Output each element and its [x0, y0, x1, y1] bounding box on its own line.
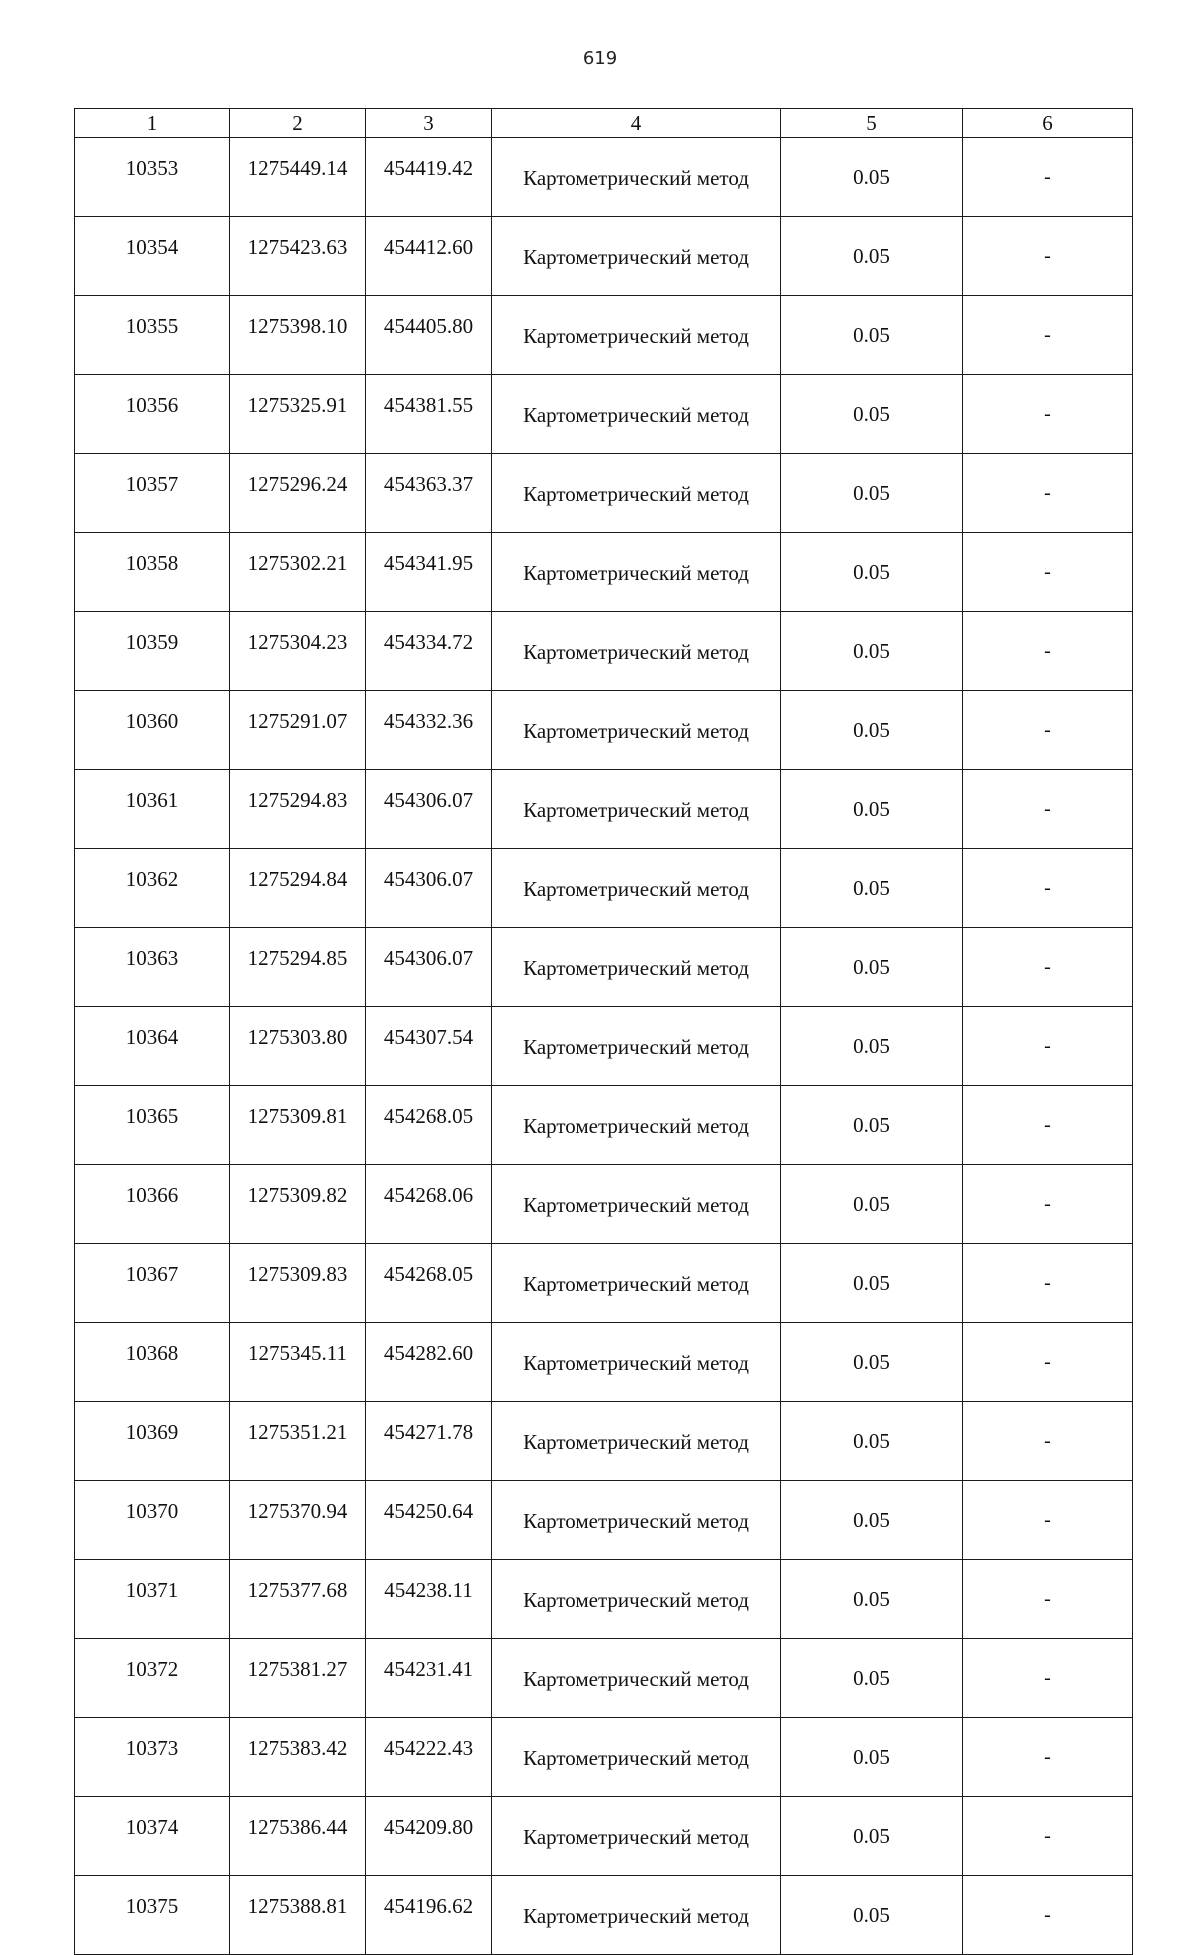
x-coordinate-cell: 1275291.07: [230, 691, 366, 770]
note-cell: -: [963, 691, 1133, 770]
table-row: [75, 1402, 1133, 1481]
x-coordinate-cell: 1275325.91: [230, 375, 366, 454]
precision-cell: 0.05: [781, 533, 963, 612]
table-row: [75, 296, 1133, 375]
table-body: [75, 138, 1133, 1955]
point-number-cell: 10370: [75, 1481, 230, 1560]
table-row: [75, 1323, 1133, 1402]
column-header: 4: [492, 109, 781, 138]
precision-cell: 0.05: [781, 1007, 963, 1086]
table-row: [75, 1165, 1133, 1244]
precision-cell: 0.05: [781, 691, 963, 770]
x-coordinate-cell: 1275370.94: [230, 1481, 366, 1560]
point-number-cell: 10373: [75, 1718, 230, 1797]
precision-cell: 0.05: [781, 1718, 963, 1797]
x-coordinate-cell: 1275294.84: [230, 849, 366, 928]
y-coordinate-cell: 454238.11: [366, 1560, 492, 1639]
point-number-cell: 10357: [75, 454, 230, 533]
y-coordinate-cell: 454231.41: [366, 1639, 492, 1718]
x-coordinate-cell: 1275381.27: [230, 1639, 366, 1718]
note-cell: -: [963, 1165, 1133, 1244]
x-coordinate-cell: 1275303.80: [230, 1007, 366, 1086]
precision-cell: 0.05: [781, 296, 963, 375]
note-cell: -: [963, 296, 1133, 375]
point-number-cell: 10363: [75, 928, 230, 1007]
y-coordinate-cell: 454412.60: [366, 217, 492, 296]
precision-cell: 0.05: [781, 1639, 963, 1718]
note-cell: -: [963, 1086, 1133, 1165]
note-cell: -: [963, 770, 1133, 849]
point-number-cell: 10365: [75, 1086, 230, 1165]
header-row: [75, 109, 1133, 138]
x-coordinate-cell: 1275309.83: [230, 1244, 366, 1323]
precision-cell: 0.05: [781, 1876, 963, 1955]
point-number-cell: 10356: [75, 375, 230, 454]
y-coordinate-cell: 454306.07: [366, 770, 492, 849]
table-row: [75, 1639, 1133, 1718]
x-coordinate-cell: 1275377.68: [230, 1560, 366, 1639]
column-header: 5: [781, 109, 963, 138]
x-coordinate-cell: 1275296.24: [230, 454, 366, 533]
note-cell: -: [963, 1481, 1133, 1560]
method-cell: Картометрический метод: [492, 1402, 781, 1481]
table-row: [75, 770, 1133, 849]
y-coordinate-cell: 454268.05: [366, 1086, 492, 1165]
precision-cell: 0.05: [781, 849, 963, 928]
note-cell: -: [963, 217, 1133, 296]
y-coordinate-cell: 454222.43: [366, 1718, 492, 1797]
point-number-cell: 10364: [75, 1007, 230, 1086]
note-cell: -: [963, 1876, 1133, 1955]
note-cell: -: [963, 454, 1133, 533]
precision-cell: 0.05: [781, 770, 963, 849]
table-row: [75, 1797, 1133, 1876]
precision-cell: 0.05: [781, 1481, 963, 1560]
x-coordinate-cell: 1275294.85: [230, 928, 366, 1007]
note-cell: -: [963, 1718, 1133, 1797]
x-coordinate-cell: 1275309.81: [230, 1086, 366, 1165]
note-cell: -: [963, 375, 1133, 454]
table-row: [75, 612, 1133, 691]
method-cell: Картометрический метод: [492, 375, 781, 454]
y-coordinate-cell: 454306.07: [366, 928, 492, 1007]
note-cell: -: [963, 1323, 1133, 1402]
point-number-cell: 10371: [75, 1560, 230, 1639]
method-cell: Картометрический метод: [492, 1165, 781, 1244]
column-header: 3: [366, 109, 492, 138]
column-header: 2: [230, 109, 366, 138]
note-cell: -: [963, 533, 1133, 612]
table-row: [75, 928, 1133, 1007]
x-coordinate-cell: 1275309.82: [230, 1165, 366, 1244]
y-coordinate-cell: 454363.37: [366, 454, 492, 533]
y-coordinate-cell: 454334.72: [366, 612, 492, 691]
y-coordinate-cell: 454306.07: [366, 849, 492, 928]
y-coordinate-cell: 454405.80: [366, 296, 492, 375]
method-cell: Картометрический метод: [492, 1797, 781, 1876]
column-header: 1: [75, 109, 230, 138]
y-coordinate-cell: 454282.60: [366, 1323, 492, 1402]
method-cell: Картометрический метод: [492, 1876, 781, 1955]
method-cell: Картометрический метод: [492, 454, 781, 533]
point-number-cell: 10369: [75, 1402, 230, 1481]
method-cell: Картометрический метод: [492, 1639, 781, 1718]
point-number-cell: 10362: [75, 849, 230, 928]
table-row: [75, 1560, 1133, 1639]
x-coordinate-cell: 1275423.63: [230, 217, 366, 296]
table-row: [75, 691, 1133, 770]
x-coordinate-cell: 1275386.44: [230, 1797, 366, 1876]
note-cell: -: [963, 1560, 1133, 1639]
y-coordinate-cell: 454250.64: [366, 1481, 492, 1560]
x-coordinate-cell: 1275345.11: [230, 1323, 366, 1402]
table-row: [75, 849, 1133, 928]
method-cell: Картометрический метод: [492, 1718, 781, 1797]
precision-cell: 0.05: [781, 138, 963, 217]
point-number-cell: 10367: [75, 1244, 230, 1323]
point-number-cell: 10375: [75, 1876, 230, 1955]
method-cell: Картометрический метод: [492, 1007, 781, 1086]
y-coordinate-cell: 454341.95: [366, 533, 492, 612]
point-number-cell: 10360: [75, 691, 230, 770]
table-row: [75, 375, 1133, 454]
point-number-cell: 10353: [75, 138, 230, 217]
method-cell: Картометрический метод: [492, 928, 781, 1007]
precision-cell: 0.05: [781, 1402, 963, 1481]
point-number-cell: 10374: [75, 1797, 230, 1876]
note-cell: -: [963, 612, 1133, 691]
point-number-cell: 10368: [75, 1323, 230, 1402]
method-cell: Картометрический метод: [492, 217, 781, 296]
point-number-cell: 10358: [75, 533, 230, 612]
table-header: [75, 109, 1133, 138]
precision-cell: 0.05: [781, 1165, 963, 1244]
method-cell: Картометрический метод: [492, 1323, 781, 1402]
y-coordinate-cell: 454307.54: [366, 1007, 492, 1086]
precision-cell: 0.05: [781, 1560, 963, 1639]
table-row: [75, 454, 1133, 533]
method-cell: Картометрический метод: [492, 533, 781, 612]
table-row: [75, 1244, 1133, 1323]
table-row: [75, 138, 1133, 217]
precision-cell: 0.05: [781, 1086, 963, 1165]
precision-cell: 0.05: [781, 612, 963, 691]
x-coordinate-cell: 1275302.21: [230, 533, 366, 612]
note-cell: -: [963, 1007, 1133, 1086]
precision-cell: 0.05: [781, 375, 963, 454]
table-row: [75, 533, 1133, 612]
precision-cell: 0.05: [781, 454, 963, 533]
note-cell: -: [963, 928, 1133, 1007]
x-coordinate-cell: 1275351.21: [230, 1402, 366, 1481]
note-cell: -: [963, 1244, 1133, 1323]
y-coordinate-cell: 454332.36: [366, 691, 492, 770]
method-cell: Картометрический метод: [492, 1560, 781, 1639]
point-number-cell: 10361: [75, 770, 230, 849]
method-cell: Картометрический метод: [492, 612, 781, 691]
table-row: [75, 1007, 1133, 1086]
method-cell: Картометрический метод: [492, 1244, 781, 1323]
point-number-cell: 10359: [75, 612, 230, 691]
column-header: 6: [963, 109, 1133, 138]
point-number-cell: 10372: [75, 1639, 230, 1718]
method-cell: Картометрический метод: [492, 138, 781, 217]
point-number-cell: 10355: [75, 296, 230, 375]
x-coordinate-cell: 1275294.83: [230, 770, 366, 849]
y-coordinate-cell: 454209.80: [366, 1797, 492, 1876]
precision-cell: 0.05: [781, 1323, 963, 1402]
table-row: [75, 1086, 1133, 1165]
note-cell: -: [963, 1639, 1133, 1718]
note-cell: -: [963, 1797, 1133, 1876]
note-cell: -: [963, 138, 1133, 217]
x-coordinate-cell: 1275449.14: [230, 138, 366, 217]
x-coordinate-cell: 1275383.42: [230, 1718, 366, 1797]
y-coordinate-cell: 454268.05: [366, 1244, 492, 1323]
precision-cell: 0.05: [781, 928, 963, 1007]
method-cell: Картометрический метод: [492, 1086, 781, 1165]
y-coordinate-cell: 454268.06: [366, 1165, 492, 1244]
note-cell: -: [963, 1402, 1133, 1481]
point-number-cell: 10354: [75, 217, 230, 296]
x-coordinate-cell: 1275398.10: [230, 296, 366, 375]
precision-cell: 0.05: [781, 217, 963, 296]
precision-cell: 0.05: [781, 1244, 963, 1323]
precision-cell: 0.05: [781, 1797, 963, 1876]
method-cell: Картометрический метод: [492, 296, 781, 375]
page-number: 619: [582, 48, 618, 69]
point-number-cell: 10366: [75, 1165, 230, 1244]
table-row: [75, 1718, 1133, 1797]
x-coordinate-cell: 1275388.81: [230, 1876, 366, 1955]
y-coordinate-cell: 454419.42: [366, 138, 492, 217]
method-cell: Картометрический метод: [492, 770, 781, 849]
table-row: [75, 217, 1133, 296]
table-row: [75, 1876, 1133, 1955]
method-cell: Картометрический метод: [492, 691, 781, 770]
table-row: [75, 1481, 1133, 1560]
coordinates-table: [74, 108, 1133, 1955]
x-coordinate-cell: 1275304.23: [230, 612, 366, 691]
method-cell: Картометрический метод: [492, 1481, 781, 1560]
y-coordinate-cell: 454381.55: [366, 375, 492, 454]
y-coordinate-cell: 454271.78: [366, 1402, 492, 1481]
note-cell: -: [963, 849, 1133, 928]
method-cell: Картометрический метод: [492, 849, 781, 928]
y-coordinate-cell: 454196.62: [366, 1876, 492, 1955]
